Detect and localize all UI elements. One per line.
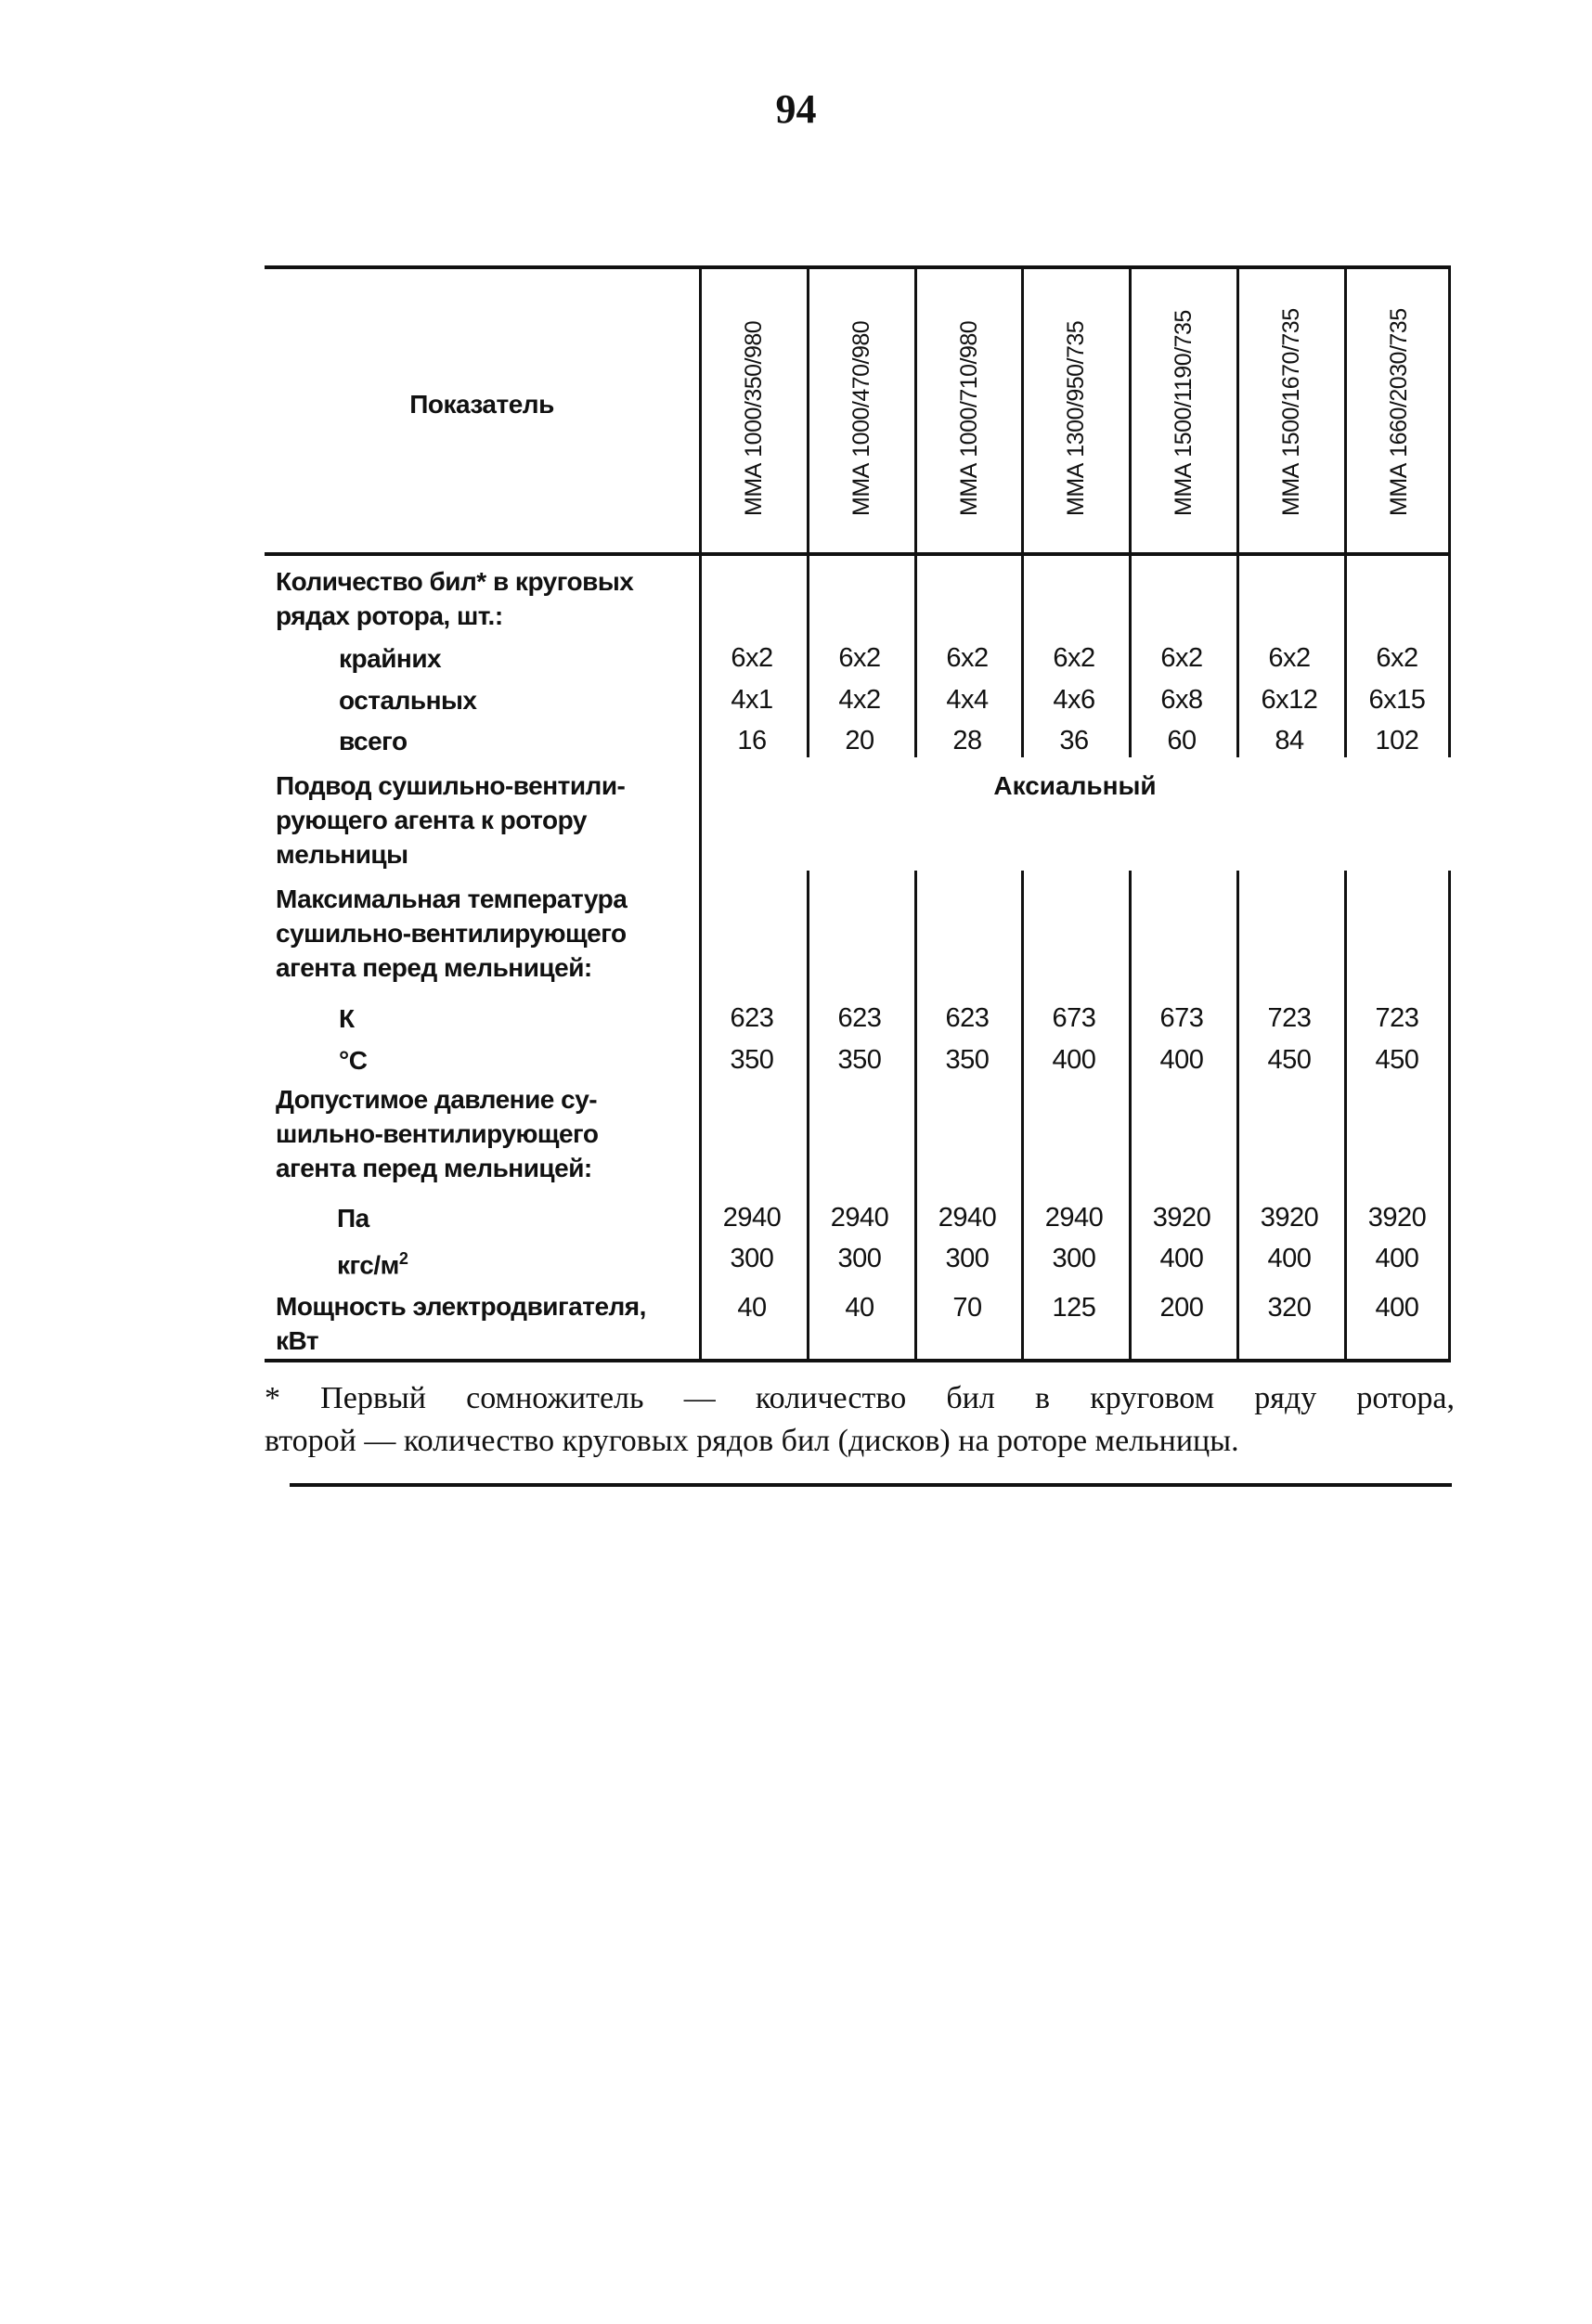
column-header-text: ММА 1000/710/980 <box>956 320 982 516</box>
table-header-rule <box>265 552 1451 556</box>
table-cell: 723 <box>1375 1003 1419 1033</box>
row-label-unit-k: К <box>339 1004 355 1033</box>
unit-kgs-text: кгс/м <box>337 1250 399 1280</box>
table-cell: 70 <box>952 1293 982 1323</box>
table-cell: 673 <box>1052 1003 1096 1033</box>
table-cell: 723 <box>1267 1003 1312 1033</box>
table-cell: 6х2 <box>731 643 773 673</box>
table-cell: 2940 <box>1044 1203 1104 1233</box>
row-label-power: кВт <box>276 1326 319 1355</box>
column-header <box>1026 269 1130 552</box>
column-header <box>811 269 915 552</box>
row-label-ostalnyh: остальных <box>339 686 477 715</box>
table-cell: 673 <box>1159 1003 1204 1033</box>
table-cell: 28 <box>952 726 982 755</box>
table-cell: 400 <box>1052 1045 1096 1075</box>
row-label-unit-kgs <box>337 1242 408 1282</box>
column-divider <box>1236 265 1239 555</box>
header-indicator-label: Показатель <box>409 390 554 419</box>
table-cell: 450 <box>1375 1045 1419 1075</box>
table-cell: 350 <box>837 1045 882 1075</box>
table-cell: 200 <box>1159 1293 1204 1323</box>
footnote <box>265 1377 1455 1463</box>
table-cell: 350 <box>945 1045 990 1075</box>
row-label-bil: рядах ротора, шт.: <box>276 601 503 630</box>
table-cell: 6х2 <box>946 643 989 673</box>
row-label-vsego: всего <box>339 727 408 755</box>
row-label-press: агента перед мельницей: <box>276 1154 592 1182</box>
column-header-text: ММА 1300/950/735 <box>1063 320 1089 516</box>
column-divider <box>1344 871 1347 1361</box>
row-label-temp: сушильно-вентилирующего <box>276 919 627 948</box>
column-divider <box>1448 871 1451 1361</box>
table-bottom-rule <box>265 1359 1451 1362</box>
table-cell: 2940 <box>722 1203 782 1233</box>
table-cell: 6х2 <box>1053 643 1095 673</box>
table-cell: 6х8 <box>1160 685 1203 715</box>
table-cell: 4х4 <box>946 685 989 715</box>
table-cell: 2940 <box>830 1203 889 1233</box>
table-cell: 400 <box>1159 1045 1204 1075</box>
footnote-line: второй — количество круговых рядов бил (дисков) на роторе мельницы. <box>265 1424 1239 1458</box>
table-cell: 623 <box>945 1003 990 1033</box>
column-divider <box>1021 871 1024 1361</box>
column-header-text: ММА 1000/470/980 <box>848 320 874 516</box>
row-label-press: шильно-вентилирующего <box>276 1119 599 1148</box>
table-cell: 450 <box>1267 1045 1312 1075</box>
table-cell: 6х2 <box>838 643 881 673</box>
table-cell: 400 <box>1267 1244 1312 1273</box>
table-cell: 4х1 <box>731 685 773 715</box>
table-cell: 400 <box>1375 1244 1419 1273</box>
column-header-text: ММА 1000/350/980 <box>741 320 767 516</box>
table-cell: 300 <box>730 1244 774 1273</box>
column-divider <box>699 265 702 555</box>
table-cell: 400 <box>1375 1293 1419 1323</box>
column-header-text: ММА 1500/1670/735 <box>1278 308 1304 516</box>
page-number: 94 <box>775 86 817 132</box>
row-label-press: Допустимое давление су- <box>276 1085 598 1114</box>
table-cell: 60 <box>1167 726 1197 755</box>
row-label-temp: Максимальная температура <box>276 884 628 913</box>
table-cell: 3920 <box>1152 1203 1211 1233</box>
table-cell: 400 <box>1159 1244 1204 1273</box>
table-cell: 6х12 <box>1261 685 1318 715</box>
podvod-value: Аксиальный <box>993 771 1157 800</box>
column-divider <box>1129 265 1132 555</box>
table-cell: 4х6 <box>1053 685 1095 715</box>
column-header <box>1133 269 1237 552</box>
row-label-podvod: рующего агента к ротору <box>276 806 587 834</box>
column-header <box>704 269 808 552</box>
row-label-power: Мощность электродвигателя, <box>276 1292 646 1321</box>
column-divider <box>914 265 917 555</box>
column-divider <box>1129 871 1132 1361</box>
table-cell: 3920 <box>1260 1203 1319 1233</box>
column-header <box>919 269 1023 552</box>
column-header-text: ММА 1500/1190/735 <box>1171 310 1197 516</box>
table-cell: 6х2 <box>1268 643 1311 673</box>
table-cell: 350 <box>730 1045 774 1075</box>
row-label-krainih: крайних <box>339 644 442 673</box>
table-cell: 300 <box>1052 1244 1096 1273</box>
row-label-unit-c: °С <box>339 1046 368 1075</box>
row-label-temp: агента перед мельницей: <box>276 953 592 982</box>
table-cell: 623 <box>837 1003 882 1033</box>
column-divider <box>1344 265 1347 555</box>
table-cell: 16 <box>737 726 767 755</box>
table-cell: 2940 <box>938 1203 997 1233</box>
table-cell: 125 <box>1052 1293 1096 1323</box>
table-cell: 6х15 <box>1368 685 1426 715</box>
specs-table <box>265 265 1453 1362</box>
table-cell: 320 <box>1267 1293 1312 1323</box>
row-label-podvod: мельницы <box>276 840 408 869</box>
table-cell: 6х2 <box>1160 643 1203 673</box>
table-cell: 4х2 <box>838 685 881 715</box>
bottom-rule <box>290 1483 1452 1487</box>
table-cell: 20 <box>845 726 874 755</box>
column-divider <box>914 871 917 1361</box>
table-cell: 84 <box>1275 726 1304 755</box>
column-divider <box>1236 871 1239 1361</box>
column-header <box>1241 269 1345 552</box>
table-cell: 623 <box>730 1003 774 1033</box>
row-label-unit-pa: Па <box>337 1204 369 1233</box>
column-divider <box>807 265 809 555</box>
column-divider <box>807 871 809 1361</box>
column-header-text: ММА 1660/2030/735 <box>1386 308 1412 516</box>
row-label-podvod: Подвод сушильно-вентили- <box>276 771 626 800</box>
column-header <box>1349 269 1453 552</box>
table-cell: 40 <box>845 1293 874 1323</box>
table-cell: 300 <box>837 1244 882 1273</box>
table-cell: 3920 <box>1367 1203 1427 1233</box>
unit-kgs-superscript: 2 <box>398 1249 408 1268</box>
footnote-line: * Первый сомножитель — количество бил в круговом ряду ротора, <box>265 1381 1455 1415</box>
table-cell: 300 <box>945 1244 990 1273</box>
table-cell: 6х2 <box>1376 643 1418 673</box>
table-cell: 36 <box>1059 726 1089 755</box>
table-cell: 40 <box>737 1293 767 1323</box>
table-cell: 102 <box>1375 726 1419 755</box>
column-divider <box>1448 265 1451 555</box>
column-divider <box>1021 265 1024 555</box>
row-label-bil: Количество бил* в круговых <box>276 567 634 596</box>
